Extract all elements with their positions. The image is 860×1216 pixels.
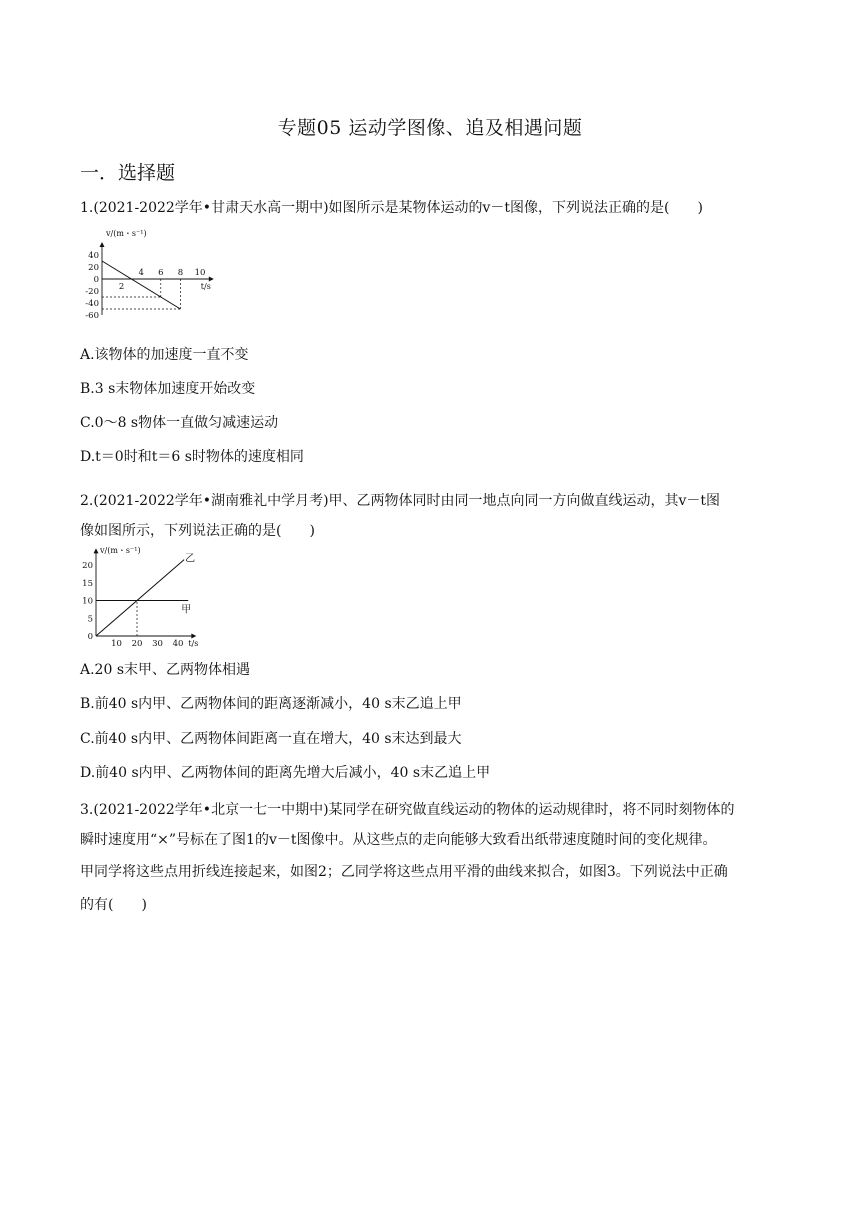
y-tick-label: 0 [93,275,99,285]
x-tick-label: 4 [138,268,144,278]
q1-option-d: D.t＝0时和t＝6 s时物体的速度相同 [80,449,304,465]
q2-option-d: D.前40 s内甲、乙两物体间的距离先增大后减小，40 s末乙追上甲 [80,765,491,781]
y-tick-label: 0 [87,632,93,642]
y-tick-label: 40 [88,251,99,261]
x-tick-label: 2 [118,282,125,292]
question-3-line-1: 3.(2021-2022学年•北京一七一中期中)某同学在研究做直线运动的物体的运动规律时，将不同时刻物体的 [80,802,735,818]
x-tick-label: 8 [177,268,184,278]
question-2-stem-line-1: 2.(2021-2022学年•湖南雅礼中学月考)甲、乙两物体同时由同一地点向同一方向做直线运动，其v－t图 [80,493,721,509]
page-title: 专题05 运动学图像、追及相遇问题 [277,117,583,139]
x-tick-label: 40 [172,639,184,649]
series-label-yi: 乙 [185,553,196,565]
series-label-jia: 甲 [181,604,192,616]
y-tick-label: 15 [82,578,93,589]
y-axis-label: v/(m・s⁻¹) [106,229,147,238]
question-2-stem-line-2: 像如图所示，下列说法正确的是( ) [80,523,315,539]
y-tick-label: 10 [82,596,93,607]
y-tick-label: 20 [88,263,99,273]
q2-option-c: C.前40 s内甲、乙两物体间距离一直在增大，40 s末达到最大 [80,731,462,747]
x-axis-arrow [191,634,196,639]
y-tick-label: 20 [82,561,93,571]
y-axis-arrow [100,242,105,247]
x-tick-label: 6 [158,268,164,278]
x-tick-label: 30 [152,639,163,649]
q2-option-a: A.20 s末甲、乙两物体相遇 [80,662,251,678]
y-tick-label: 5 [87,614,93,625]
y-tick-label: -20 [85,287,99,297]
x-axis-label: t/s [188,639,199,648]
question-1-stem: 1.(2021-2022学年•甘肃天水高一期中)如图所示是某物体运动的v－t图像，下列说法正确的是( ) [80,200,703,216]
question-3-line-3: 甲同学将这些点用折线连接起来，如图2；乙同学将这些点用平滑的曲线来拟合，如图3。下列说法中正确 [80,864,728,880]
y-tick-label: -60 [85,311,99,321]
q1-option-a: A.该物体的加速度一直不变 [80,347,249,363]
y-tick-label: -40 [85,299,99,309]
q1-vt-chart [84,224,224,332]
q2-vt-chart [84,545,214,647]
question-3-line-4: 的有( ) [80,897,147,913]
x-tick-label: 20 [131,639,143,649]
q1-option-b: B.3 s末物体加速度开始改变 [80,381,256,397]
q2-option-b: B.前40 s内甲、乙两物体间的距离逐渐减小，40 s末乙追上甲 [80,696,462,712]
x-axis-label: t/s [200,282,211,291]
question-3-line-2: 瞬时速度用“×”号标在了图1的v－t图像中。从这些点的走向能够大致看出纸带速度随时间的变化规律。 [80,832,717,848]
q1-option-c: C.0～8 s物体一直做匀减速运动 [80,415,279,431]
y-axis-arrow [94,548,99,553]
section-heading: 一．选择题 [80,162,176,184]
series-line-0 [96,560,184,636]
x-tick-label: 10 [194,268,206,278]
y-axis-label: v/(m・s⁻¹) [100,546,141,555]
x-axis-arrow [209,277,214,282]
x-tick-label: 10 [111,639,122,649]
